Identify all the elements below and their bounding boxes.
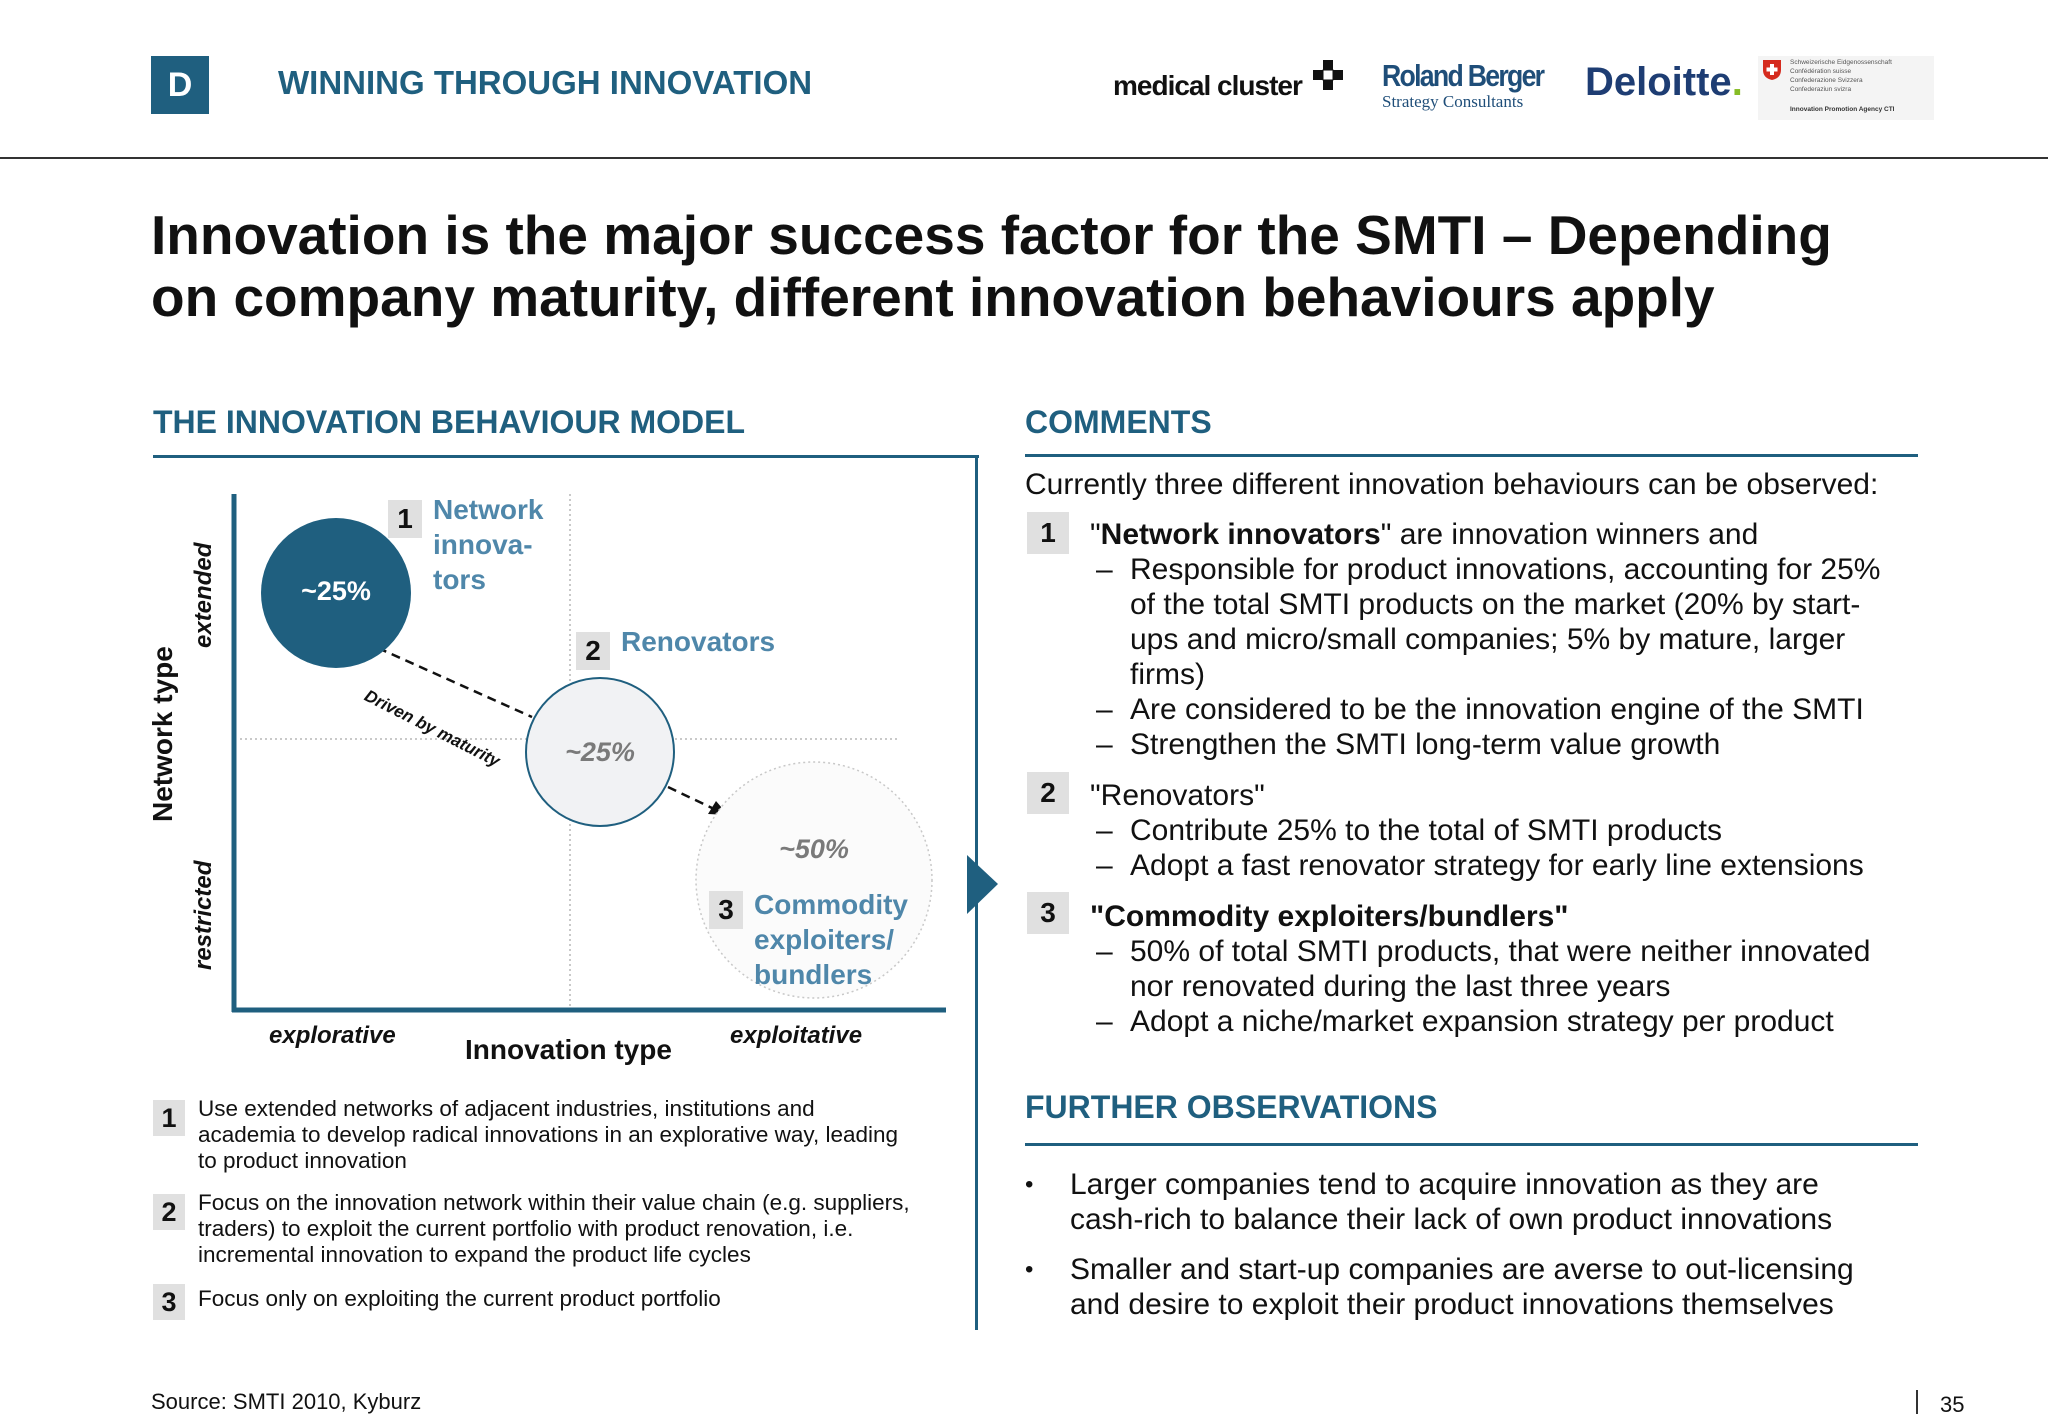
legend-1-number: 1 (153, 1100, 185, 1136)
model-heading: THE INNOVATION BEHAVIOUR MODEL (153, 404, 745, 440)
logo-medical-cluster: medical cluster (1113, 70, 1302, 110)
bubble-3-value: ~50% (779, 834, 849, 864)
legend-2-number: 2 (153, 1194, 185, 1230)
bubble-2-label: Renovators (621, 626, 776, 657)
page-number: 35 (1940, 1392, 1965, 1417)
comment-3-bullet-2: – Adopt a niche/market expansion strategy per product (1096, 1005, 1834, 1038)
observation-2: • Smaller and start-up companies are averse to out-licensing and desire to exploit their product innovations themselves (1025, 1253, 1854, 1321)
x-axis-title: Innovation type (465, 1034, 672, 1065)
comment-1-bullet-2: – Are considered to be the innovation engine of the SMTI (1096, 693, 1864, 726)
comment-1-bullet-1: – Responsible for product innovations, accounting for 25% of the total SMTI products on the market (20% by start- ups and micro/small companies; 5% by mature, larger firms) (1096, 553, 1881, 691)
section-title: WINNING THROUGH INNOVATION (278, 64, 813, 101)
arrow-label: Driven by maturity (361, 686, 503, 771)
x-axis-left-label: explorative (269, 1022, 396, 1049)
comment-1-number: 1 (1027, 512, 1069, 554)
observations-heading: FURTHER OBSERVATIONS (1025, 1089, 1438, 1125)
comment-3-bullet-1: – 50% of total SMTI products, that were neither innovated nor renovated during the last three years (1096, 935, 1871, 1003)
observations-heading-rule (1025, 1143, 1918, 1146)
page-number-divider (1916, 1390, 1918, 1414)
logo-deloitte: Deloitte. (1585, 60, 1743, 104)
x-axis-right-label: exploitative (730, 1022, 863, 1049)
source-note: Source: SMTI 2010, Kyburz (151, 1389, 422, 1414)
legend-3-number: 3 (153, 1284, 185, 1320)
comment-2-bullet-1: – Contribute 25% to the total of SMTI products (1096, 814, 1722, 847)
bubble-2-value: ~25% (565, 737, 635, 767)
logo-roland-berger: Roland Berger Strategy Consultants (1382, 58, 1544, 111)
comments-heading-rule (1025, 454, 1918, 457)
comment-3-number: 3 (1027, 892, 1069, 934)
bubble-1-number: 1 (388, 500, 422, 538)
legend-3-text: Focus only on exploiting the current product portfolio (198, 1286, 721, 1311)
comment-2-bullet-2: – Adopt a fast renovator strategy for early line extensions (1096, 849, 1864, 882)
bubble-3-label: Commodity exploiters/ bundlers (754, 889, 908, 990)
comment-1-bullet-3: – Strengthen the SMTI long-term value growth (1096, 728, 1721, 761)
comments-intro: Currently three different innovation behaviours can be observed: (1025, 468, 1879, 501)
comment-2-title: "Renovators" (1090, 779, 1265, 812)
y-axis-top-label: extended (190, 542, 217, 648)
bubble-1-label: Network innova- tors (433, 494, 544, 595)
logo-swiss-confederation: Schweizerische Eidgenossenschaft Confédération suisse Confederazione Svizzera Confederaziun svizra Innovation Promotion Agency CTI (1758, 56, 1934, 120)
section-badge: D (151, 56, 209, 114)
legend-2-text: Focus on the innovation network within their value chain (e.g. suppliers, traders) to exploit the current portfolio with product renovation, i.e. incremental innovation to expand the product life cycles (198, 1190, 910, 1267)
comment-2-number: 2 (1027, 772, 1069, 814)
page-title: Innovation is the major success factor for the SMTI – Depending on company maturity, different innovation behaviours apply (151, 204, 1832, 328)
bubble-2-number: 2 (576, 632, 610, 670)
y-axis-title: Network type (147, 646, 178, 822)
maturity-arrow-segment-2 (668, 787, 712, 808)
comment-3-title: "Commodity exploiters/bundlers" (1090, 900, 1569, 933)
comment-1-title: "Network innovators" are innovation winners and (1090, 518, 1759, 551)
panel-arrow-icon (967, 855, 998, 914)
y-axis-bottom-label: restricted (190, 860, 217, 970)
observation-1: • Larger companies tend to acquire innovation as they are cash-rich to balance their lack of own product innovations (1025, 1168, 1833, 1236)
legend-1-text: Use extended networks of adjacent industries, institutions and academia to develop radical innovations in an explorative way, leading to product innovation (198, 1096, 899, 1173)
comments-heading: COMMENTS (1025, 404, 1212, 440)
bubble-3-number: 3 (709, 891, 743, 929)
bubble-1-value: ~25% (301, 576, 371, 606)
